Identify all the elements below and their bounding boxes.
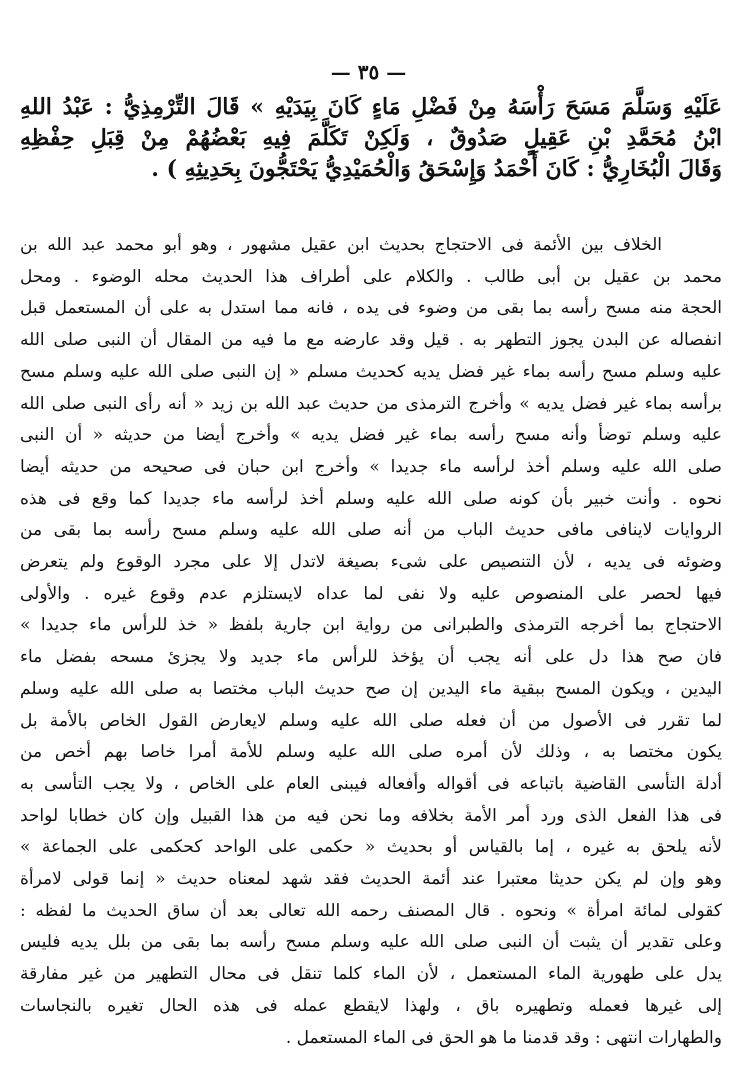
hadith-line: وَقَالَ الْبُخَارِيُّ : كَانَ أَحْمَدُ وَإِسْحَقُ وَالْحُمَيْدِيُّ يَحْتَجُّونَ بِحَدِيثِهِ ) . — [151, 156, 722, 182]
commentary-line: وهو وإن لم يكن حديثا معتبرا عند أئمة الحديث فقد شهد لمعناه حديث « إنما قولى لامرأة — [20, 869, 722, 890]
commentary-line: لأنه يلحق به غيره ، إما بالقياس أو بحديث « حكمى على الواحد كحكمى على الجماعة » — [20, 837, 722, 858]
commentary-line: الخلاف بين الأئمة فى الاحتجاج بحديث ابن عقيل مشهور ، وهو أبو محمد عبد الله بن — [20, 235, 662, 255]
commentary-line: يكون مختصا به ، وذلك لأن أمره صلى الله عليه وسلم للأمة أمرا خاصا بهم أخص من — [20, 742, 722, 763]
commentary-line: إلى غيرها فعمله وتطهيره باق ، ولهذا لايقطع عمله فى هذه الحال تغيره بالنجاسات — [20, 995, 722, 1016]
commentary-line: برأسه بماء غير فضل يديه » وأخرج الترمذى من حديث عبد الله بن زيد « أنه رأى النبى صلى الله — [20, 393, 722, 414]
hadith-text — [20, 92, 722, 185]
commentary-line: كقولى لمائة امرأة » ونحوه . قال المصنف رحمه الله تعالى بعد أن ساق الحديث ما لفظه : — [20, 900, 722, 921]
commentary-line: الحجة منه مسح رأسه بما بقى من وضوء فى يده ، فانه مما استدل به على أن المستعمل قبل — [20, 298, 722, 319]
commentary-line: وعلى تقدير أن يثبت أن النبى صلى الله عليه وسلم مسح رأسه بما بقى من بلل يديه فليس — [20, 932, 722, 953]
commentary-line: الروايات لاينافى مافى حديث الباب من أنه صلى الله عليه وسلم مسح رأسه بما بقى من — [20, 520, 722, 541]
commentary-line: الاحتجاج بما أخرجه الترمذى والطبرانى من رواية ابن جارية بلفظ « خذ للرأس ماء جديدا » — [20, 615, 722, 636]
commentary-line: فيها لحصر على المنصوص عليه ولا نفى لما عداه لايستلزم عدم وقوع غيره . والأولى — [20, 583, 722, 604]
commentary-line: يدل على طهورية الماء المستعمل ، لأن الماء كلما تنقل فى محال التطهير من غير مفارقة — [20, 964, 722, 985]
commentary-line: محمد بن عقيل بن أبى طالب . والكلام على أطراف هذا الحديث محله الوضوء . ومحل — [20, 266, 722, 287]
commentary-line: لما تقرر فى الأصول من أن فعله صلى الله عليه وسلم لايعارض القول الخاص بالأمة بل — [20, 710, 722, 731]
hadith-line: عَلَيْهِ وَسَلَّمَ مَسَحَ رَأْسَهُ مِنْ فَضْلِ مَاءٍ كَانَ بِيَدَيْهِ » قَالَ التِّرْمِذِيُّ : عَبْدُ اللهِ — [20, 94, 722, 120]
commentary-line: أدلة التأسى القاضية باتباعه فى أقواله وأفعاله فيبنى العام على الخاص ، ولا يجب التأسى به — [20, 773, 722, 794]
commentary-line: صلى الله عليه وسلم أخذ لرأسه ماء جديدا » وأخرج ابن حبان فى صحيحه من حديثه أيضا — [20, 456, 722, 477]
commentary-line: فان صح هذا دل على أنه يجب أن يؤخذ للرأس ماء جديد ولا يجزئ مسحه بفضل ماء — [20, 647, 722, 668]
commentary-line: اليدين ، ويكون المسح ببقية ماء اليدين إن صح حديث الباب مختصا به صلى الله عليه وسلم — [20, 678, 722, 699]
commentary-line: فى هذا الفعل الذى ورد أمر الأمة بخلافه وما نحن فيه من هذا القبيل وإن كان خطابا لواحد — [20, 805, 722, 826]
commentary-line: انفصاله عن البدن يجوز التطهر به . قيل وقد عارضه مع ما فيه من المقال أن النبى صلى الله — [20, 330, 722, 351]
page-number: — ٣٥ — — [330, 60, 407, 84]
commentary-line: عليه وسلم مسح رأسه بماء غير فضل يديه كحديث مسلم « إن النبى صلى الله عليه وسلم مسح — [20, 361, 722, 382]
hadith-line: ابْنُ مُحَمَّدِ بْنِ عَقِيلٍ صَدُوقٌ ، وَلَكِنْ تَكَلَّمَ فِيهِ بَعْضُهُمْ مِنْ قِبَلِ حِفْظِهِ — [20, 125, 722, 151]
commentary-line: عليه وسلم توضأ وأنه مسح رأسه بماء غير فضل يديه » وأخرج أيضا من حديثه « أن النبى — [20, 425, 723, 446]
commentary-text — [20, 230, 722, 1054]
commentary-line: وضوئه فى يديه ، لأن التنصيص على شىء بصيغة لاتدل إلا على مجرد الوقوع ولم يتعرض — [20, 552, 722, 573]
commentary-line: نحوه . وأنت خبير بأن كونه صلى الله عليه وسلم أخذ لرأسه ماء جديدا كما وقع فى هذه — [20, 488, 722, 509]
commentary-line: والطهارات انتهى : وقد قدمنا ما هو الحق فى الماء المستعمل . — [285, 1027, 722, 1048]
